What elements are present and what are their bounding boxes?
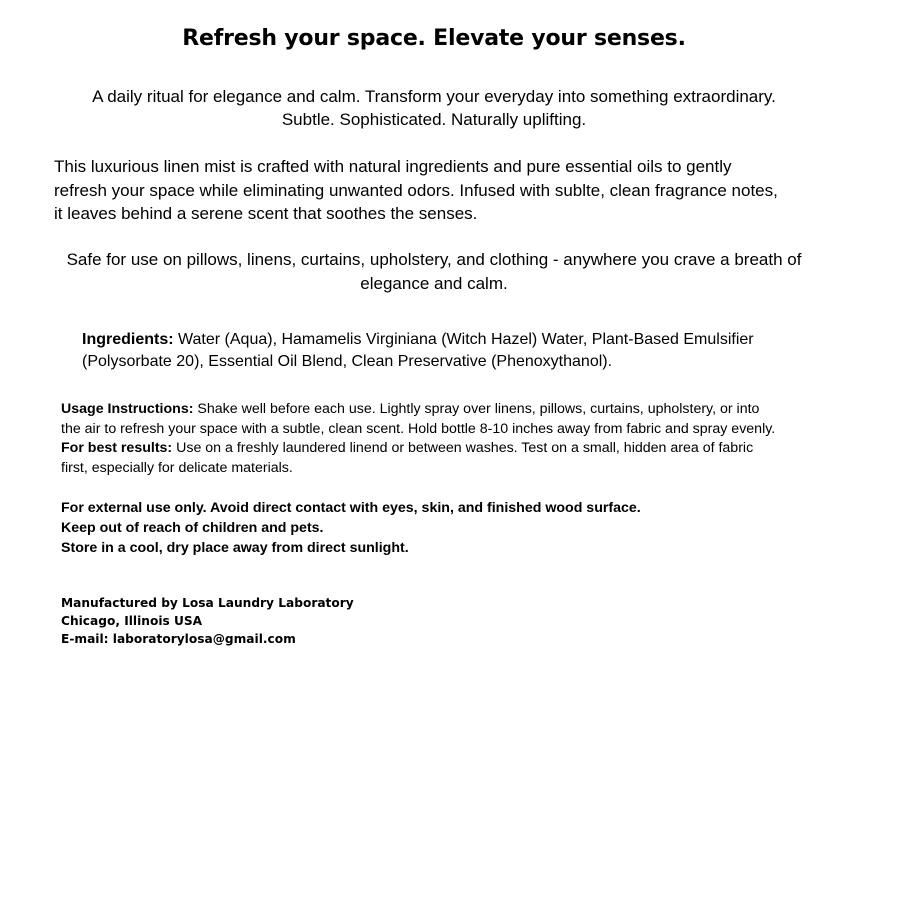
safe-use-line: elegance and calm. <box>360 273 508 293</box>
description-line: refresh your space while eliminating unwanted odors. Infused with sublte, clean fragrance notes, <box>54 180 778 200</box>
product-description <box>54 155 834 226</box>
manufacturer-location: Chicago, Illinois USA <box>61 614 203 628</box>
warning-line: Keep out of reach of children and pets. <box>61 520 324 536</box>
manufacturer-email: E-mail: laboratorylosa@gmail.com <box>61 632 296 646</box>
manufacturer-info <box>61 594 661 648</box>
usage-label: Usage Instructions: <box>61 401 194 417</box>
ingredients-label: Ingredients: <box>82 331 174 348</box>
usage-section <box>61 400 851 478</box>
tagline <box>0 85 868 131</box>
description-line: it leaves behind a serene scent that soothes the senses. <box>54 204 478 223</box>
warning-line: For external use only. Avoid direct contact with eyes, skin, and finished wood surface. <box>61 500 641 516</box>
warning-line: Store in a cool, dry place away from direct sunlight. <box>61 540 409 556</box>
best-results-text: Use on a freshly laundered linend or between washes. Test on a small, hidden area of fabric <box>176 440 754 456</box>
best-results-label: For best results: <box>61 440 173 456</box>
usage-line <box>61 400 851 420</box>
safe-use-line: Safe for use on pillows, linens, curtains, upholstery, and clothing - anywhere you crave a breath of <box>66 250 802 269</box>
ingredients-line: (Polysorbate 20), Essential Oil Blend, Clean Preservative (Phenoxythanol). <box>82 353 613 370</box>
best-results-line <box>61 439 851 459</box>
headline: Refresh your space. Elevate your senses. <box>182 26 686 51</box>
usage-line: the air to refresh your space with a subtle, clean scent. Hold bottle 8-10 inches away from fabric and spray evenly. <box>61 420 776 437</box>
usage-text: Shake well before each use. Lightly spray over linens, pillows, curtains, upholstery, or into <box>197 401 760 417</box>
ingredients-line <box>82 329 842 351</box>
best-results-line: first, especially for delicate materials. <box>61 459 293 476</box>
warnings-section <box>61 498 821 558</box>
tagline-line: A daily ritual for elegance and calm. Transform your everyday into something extraordinary. <box>92 87 776 106</box>
ingredients-section <box>82 329 842 373</box>
ingredients-text: Water (Aqua), Hamamelis Virginiana (Witch Hazel) Water, Plant-Based Emulsifier <box>178 331 754 348</box>
manufacturer-name: Manufactured by Losa Laundry Laboratory <box>61 596 354 610</box>
safe-use-statement <box>54 248 814 295</box>
tagline-line: Subtle. Sophisticated. Naturally uplifting. <box>281 110 587 129</box>
description-line: This luxurious linen mist is crafted with natural ingredients and pure essential oils to gently <box>54 157 732 176</box>
